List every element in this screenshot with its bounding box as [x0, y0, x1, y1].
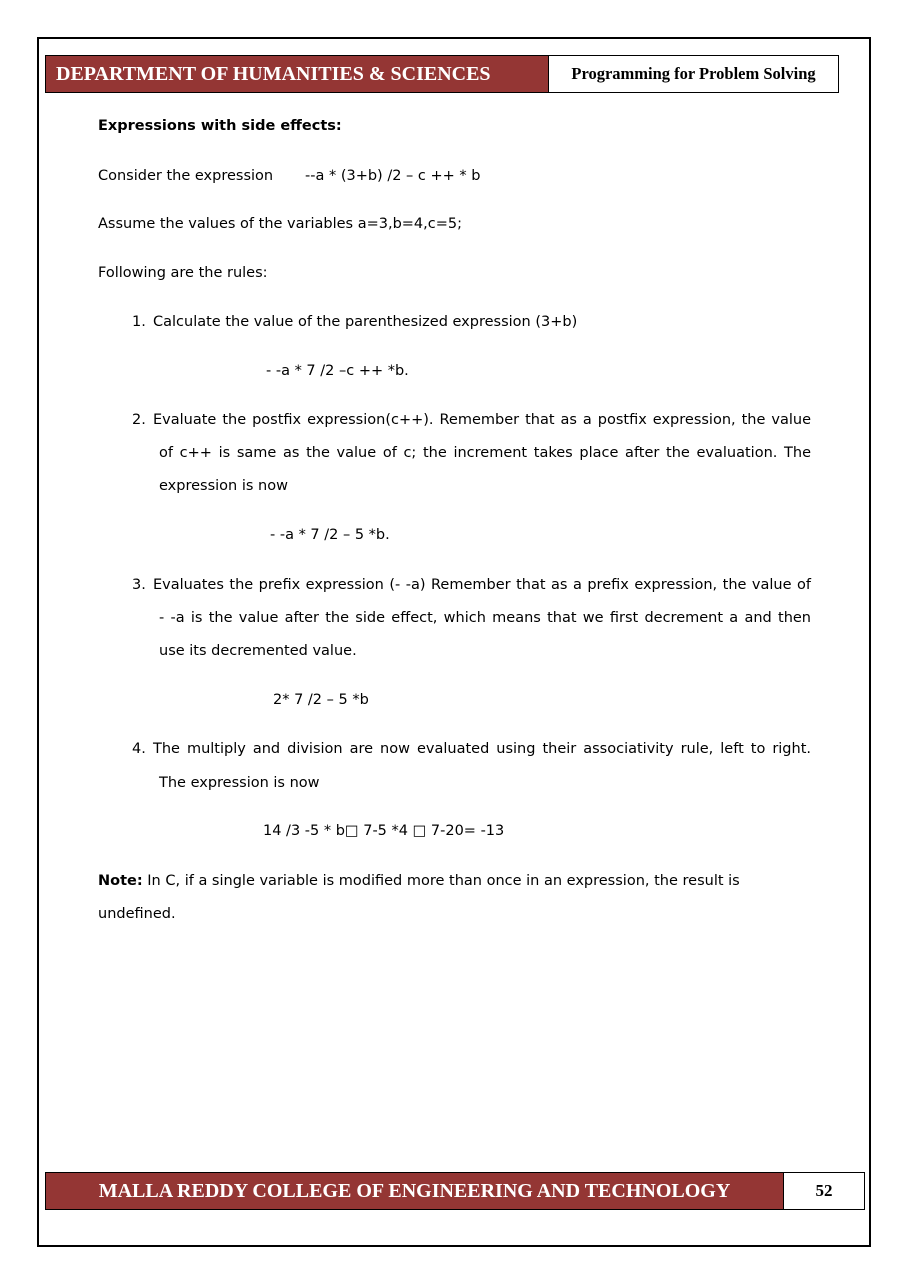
note-text: In C, if a single variable is modified more than once in an expression, the result is: [142, 873, 740, 889]
rule-number: 1.: [132, 314, 146, 330]
rule-4-expression: 14 /3 -5 * b□ 7-5 *4 □ 7-20= -13: [263, 823, 505, 839]
note-text-continued: undefined.: [98, 906, 176, 922]
rule-2-expression: - -a * 7 /2 – 5 *b.: [270, 527, 390, 543]
rule-2-line-3: expression is now: [159, 478, 288, 494]
rule-4-line-1: The multiply and division are now evaluated using their associativity rule, left to right.: [153, 741, 811, 757]
rule-number: 2.: [132, 412, 146, 428]
consider-label: Consider the expression: [98, 168, 274, 184]
rule-3-line-3: use its decremented value.: [159, 643, 357, 659]
rule-3-line-1: Evaluates the prefix expression (- -a) Remember that as a prefix expression, the value of: [153, 577, 811, 593]
rule-1-text: Calculate the value of the parenthesized expression (3+b): [153, 314, 578, 330]
rules-intro: Following are the rules:: [98, 265, 268, 281]
rule-2-line-2: of c++ is same as the value of c; the increment takes place after the evaluation. The: [159, 445, 811, 461]
rule-4-line-2: The expression is now: [159, 775, 320, 791]
note-paragraph: [98, 865, 740, 898]
college-banner: MALLA REDDY COLLEGE OF ENGINEERING AND TECHNOLOGY: [46, 1173, 783, 1209]
page-footer: [45, 1172, 865, 1210]
rule-2-line-1: Evaluate the postfix expression(c++). Remember that as a postfix expression, the value: [153, 412, 811, 428]
department-banner: DEPARTMENT OF HUMANITIES & SCIENCES: [46, 56, 548, 92]
consider-expression: --a * (3+b) /2 – c ++ * b: [305, 168, 481, 184]
rule-number: 3.: [132, 577, 146, 593]
rule-1-expression: - -a * 7 /2 –c ++ *b.: [266, 363, 409, 379]
page-header: [45, 55, 839, 93]
rule-3-expression: 2* 7 /2 – 5 *b: [273, 692, 369, 708]
rule-number: 4.: [132, 741, 146, 757]
note-label: Note:: [98, 873, 143, 889]
page-number: 52: [783, 1173, 864, 1209]
section-title: Expressions with side effects:: [98, 118, 342, 134]
course-title: Programming for Problem Solving: [548, 56, 838, 92]
rule-3-line-2: - -a is the value after the side effect, which means that we first decrement a and then: [159, 610, 811, 626]
assume-values: Assume the values of the variables a=3,b=4,c=5;: [98, 216, 462, 232]
